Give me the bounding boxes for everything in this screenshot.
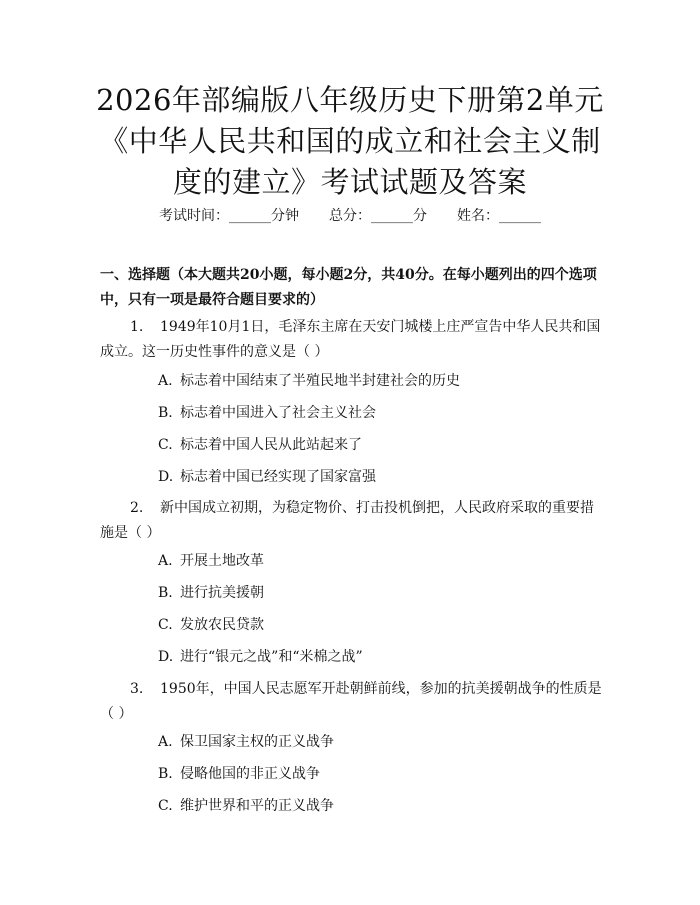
exam-meta: [0, 206, 700, 226]
question-number: 3.: [130, 681, 144, 697]
option-1c: [158, 435, 362, 455]
question-1: [100, 315, 605, 365]
option-text: 进行“银元之战”和“米棉之战”: [180, 649, 363, 665]
option-2a: [158, 551, 264, 571]
option-1d: [158, 467, 376, 487]
option-2d: [158, 647, 363, 667]
section-heading: 一、选择题（本大题共20小题，每小题2分，共40分。在每小题列出的四个选项中，只有一项是最符合题目要求的）: [100, 267, 597, 308]
option-text: 标志着中国结束了半殖民地半封建社会的历史: [180, 373, 460, 389]
option-letter: B.: [158, 405, 173, 421]
exam-title: 2026年部编版八年级历史下册第2单元《中华人民共和国的成立和社会主义制度的建立》考试试题及答案: [96, 83, 604, 199]
option-2c: [158, 615, 264, 635]
option-3b: [158, 764, 320, 784]
option-3c: [158, 796, 334, 816]
option-letter: A.: [158, 553, 173, 569]
option-letter: B.: [158, 585, 173, 601]
option-text: 侵略他国的非正义战争: [180, 766, 320, 782]
option-letter: C.: [158, 798, 173, 814]
question-3: [100, 677, 605, 727]
question-text: 新中国成立初期，为稳定物价、打击投机倒把，人民政府采取的重要措施是（ ）: [100, 500, 594, 541]
question-2: [100, 496, 605, 546]
option-letter: A.: [158, 734, 173, 750]
option-2b: [158, 583, 264, 603]
option-3a: [158, 732, 334, 752]
option-1a: [158, 371, 460, 391]
option-text: 发放农民贷款: [180, 617, 264, 633]
question-number: 1.: [130, 319, 144, 335]
option-letter: C.: [158, 617, 173, 633]
option-text: 开展土地改革: [180, 553, 264, 569]
student-name-field: 姓名：______: [457, 208, 541, 224]
exam-time-field: 考试时间：______分钟: [159, 208, 299, 224]
total-score-field: 总分：______分: [329, 208, 427, 224]
option-1b: [158, 403, 376, 423]
option-text: 标志着中国已经实现了国家富强: [180, 469, 376, 485]
option-text: 维护世界和平的正义战争: [180, 798, 334, 814]
option-text: 标志着中国人民从此站起来了: [180, 437, 362, 453]
option-text: 进行抗美援朝: [180, 585, 264, 601]
option-letter: A.: [158, 373, 173, 389]
option-letter: B.: [158, 766, 173, 782]
option-text: 保卫国家主权的正义战争: [180, 734, 334, 750]
question-text: 1950年，中国人民志愿军开赴朝鲜前线，参加的抗美援朝战争的性质是（ ）: [100, 681, 602, 722]
option-letter: D.: [158, 469, 174, 485]
question-number: 2.: [130, 500, 144, 516]
option-letter: D.: [158, 649, 174, 665]
option-text: 标志着中国进入了社会主义社会: [180, 405, 376, 421]
option-letter: C.: [158, 437, 173, 453]
question-text: 1949年10月1日，毛泽东主席在天安门城楼上庄严宣告中华人民共和国成立。这一历史性事件的意义是（ ）: [100, 319, 601, 360]
